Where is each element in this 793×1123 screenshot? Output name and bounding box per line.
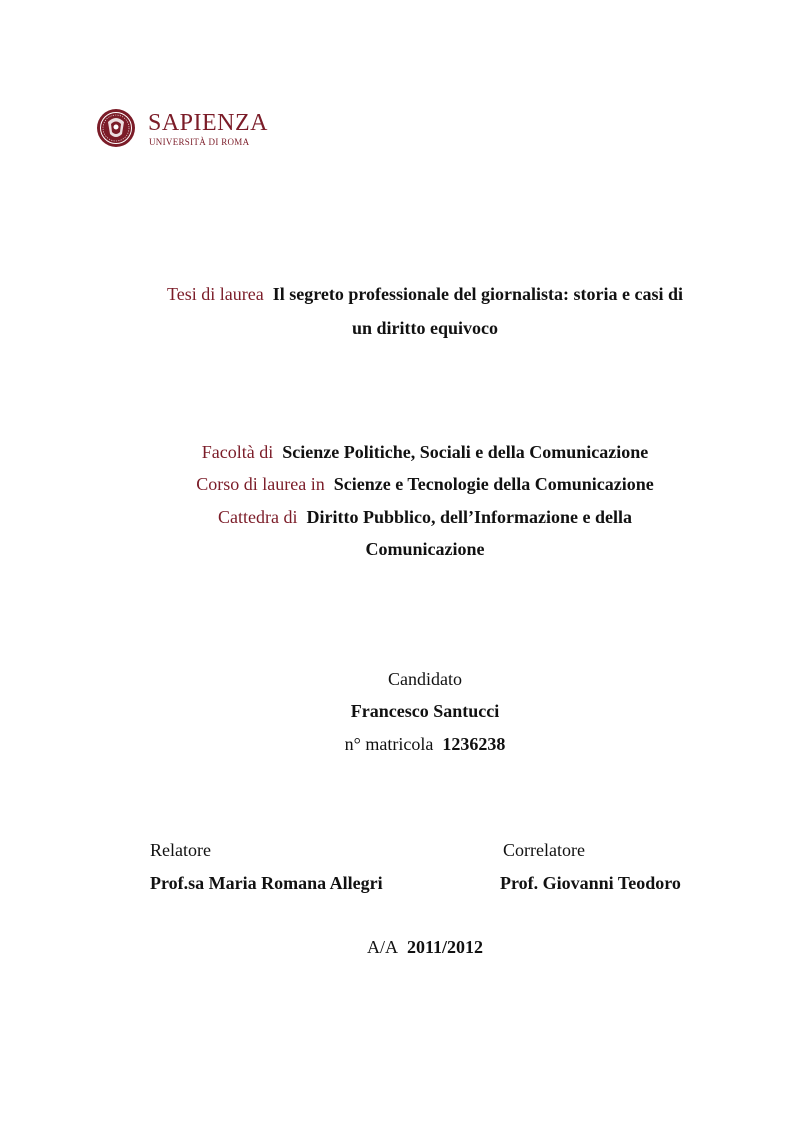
faculty-label: Facoltà di (201, 442, 274, 462)
chair-line (100, 507, 750, 528)
correlatore-label: Correlatore (503, 840, 585, 860)
correlatore-name: Prof. Giovanni Teodoro (500, 873, 681, 893)
university-name: SAPIENZA (148, 110, 269, 136)
thesis-label: Tesi di laurea (166, 284, 264, 304)
thesis-title: Il segreto professionale del giornalista: storia e casi di (272, 284, 683, 304)
chair-value: Diritto Pubblico, dell’Informazione e della (306, 507, 632, 527)
course-value: Scienze e Tecnologie della Comunicazione (333, 474, 654, 494)
faculty-line (100, 442, 750, 463)
thesis-title-line2: un diritto equivoco (351, 318, 498, 338)
relatore-label: Relatore (150, 840, 211, 860)
university-subtitle: UNIVERSITÀ DI ROMA (149, 137, 250, 147)
academic-year-label: A/A (366, 937, 398, 957)
university-logo (96, 104, 269, 154)
chair-value-line2: Comunicazione (365, 539, 485, 559)
faculty-value: Scienze Politiche, Sociali e della Comunicazione (282, 442, 649, 462)
academic-year-line (100, 937, 750, 958)
chair-label: Cattedra di (218, 507, 298, 527)
matricola-label: n° matricola (344, 734, 434, 754)
candidate-label: Candidato (388, 669, 462, 689)
academic-year-value: 2011/2012 (406, 937, 483, 957)
thesis-title-line1 (100, 284, 750, 305)
candidate-name: Francesco Santucci (350, 701, 500, 721)
course-line (100, 474, 750, 495)
matricola-line (100, 734, 750, 755)
course-label: Corso di laurea in (196, 474, 325, 494)
university-seal-icon (96, 104, 136, 152)
relatore-name: Prof.sa Maria Romana Allegri (150, 873, 383, 893)
matricola-value: 1236238 (442, 734, 506, 754)
